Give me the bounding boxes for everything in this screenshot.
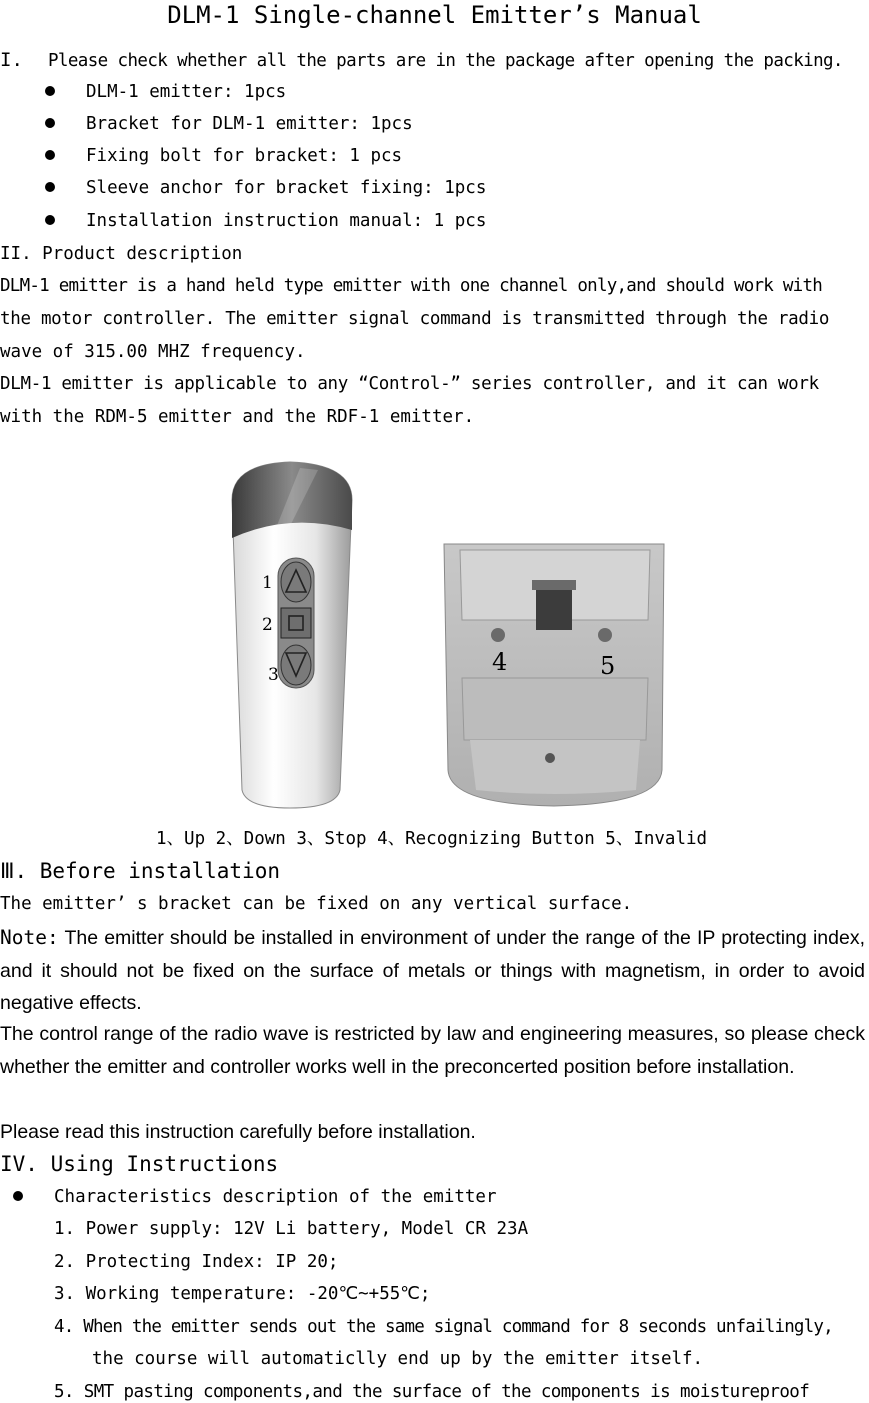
figure-label-4: 4 [492,648,508,676]
figure-caption: 1、Up 2、Down 3、Stop 4、Recognizing Button 5、Invalid [156,829,708,849]
document-title: DLM-1 Single-channel Emitter’s Manual [167,1,702,29]
bullet-icon [45,215,55,225]
description-line: DLM-1 emitter is applicable to any “Control-” series controller, and it can work [0,374,819,394]
emitter-back [444,544,664,806]
characteristic-item: 2. Protecting Index: IP 20; [54,1252,339,1272]
description-line: DLM-1 emitter is a hand held type emitter with one channel only,and should work with [0,276,823,296]
package-item: DLM-1 emitter: 1pcs [86,82,287,102]
package-item: Bracket for DLM-1 emitter: 1pcs [86,114,413,134]
characteristic-item: 4. When the emitter sends out the same signal command for 8 seconds unfailingly, [54,1317,833,1337]
bracket-note: The emitter’ s bracket can be fixed on any vertical surface. [0,894,633,914]
section4-heading: IV. Using Instructions [0,1152,279,1176]
characteristic-item: 1. Power supply: 12V Li battery, Model CR 23A [54,1219,529,1239]
note-paragraph [0,922,865,1020]
figure-label-1: 1 [262,573,273,593]
package-item: Fixing bolt for bracket: 1 pcs [86,146,403,166]
note-label: Note: [0,926,59,949]
section1-heading-num: I. [0,49,23,71]
description-line: with the RDM-5 emitter and the RDF-1 emitter. [0,407,475,427]
description-line: wave of 315.00 MHZ frequency. [0,342,306,362]
bullet-icon [45,86,55,96]
figure-label-2: 2 [262,615,273,635]
bullet-icon [45,118,55,128]
characteristic-item: 5. SMT pasting components,and the surface of the components is moistureproof [54,1382,810,1402]
characteristics-heading: Characteristics description of the emitter [54,1187,497,1207]
package-item: Sleeve anchor for bracket fixing: 1pcs [86,178,487,198]
bullet-icon [45,150,55,160]
section1-heading: Please check whether all the parts are in the package after opening the packing. [48,51,843,71]
section3-heading: Ⅲ. Before installation [0,859,280,883]
read-instruction: Please read this instruction carefully before installation. [0,1121,476,1143]
characteristic-item: 3. Working temperature: -20℃~+55℃; [54,1284,431,1304]
section2-heading: II. Product description [0,244,243,264]
bullet-icon [45,182,55,192]
bullet-icon [13,1191,23,1201]
control-range-paragraph: The control range of the radio wave is restricted by law and engineering measures, so please check whether the emitter and controller works well in the preconcerted position before installation. [0,1023,865,1078]
characteristic-item-continued: the course will automaticlly end up by the emitter itself. [92,1349,704,1369]
emitter-front [232,462,352,808]
description-line: the motor controller. The emitter signal command is transmitted through the radio [0,309,830,329]
package-item: Installation instruction manual: 1 pcs [86,211,487,231]
note-text: The emitter should be installed in environment of under the range of the IP protecting index, and it should not be fixed on the surface of metals or things with magnetism, in order to avoid negative effects. [0,927,865,1014]
emitter-figure [0,440,869,820]
figure-label-3: 3 [268,665,279,685]
figure-label-5: 5 [600,652,616,680]
